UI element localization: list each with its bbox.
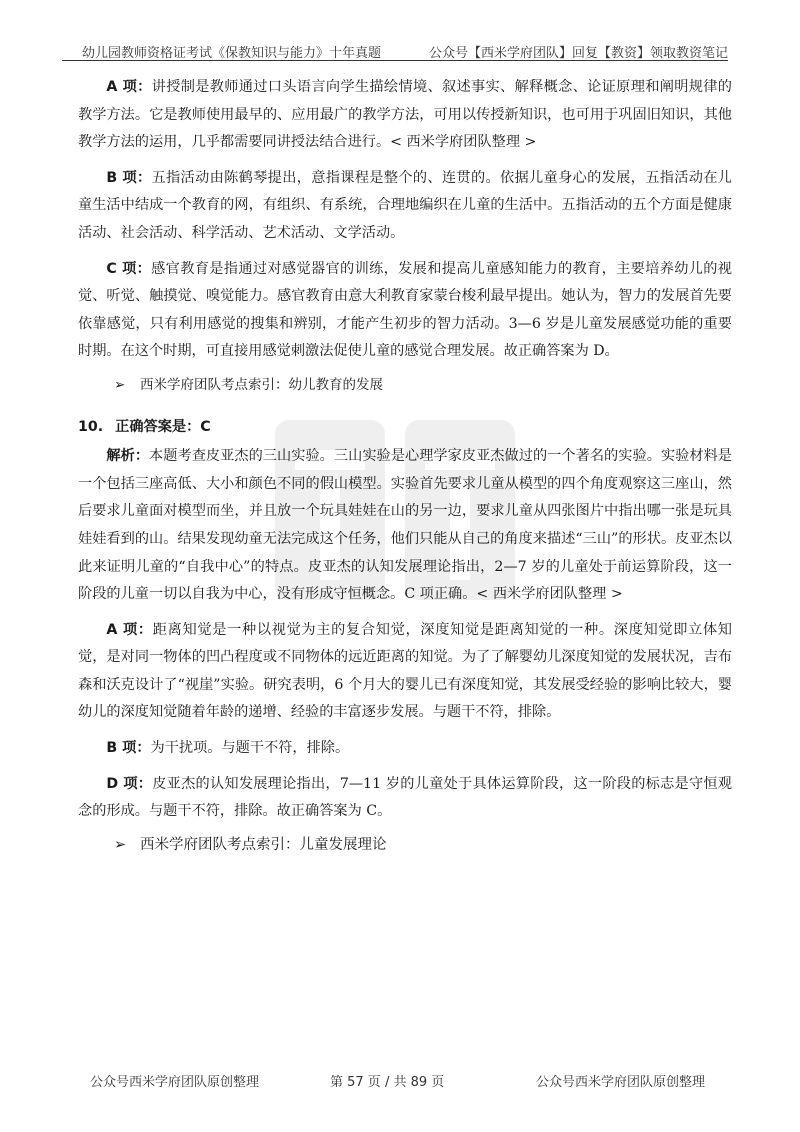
option-label: B 项： [106, 169, 152, 186]
footer-right: 公众号西米学府团队原创整理 [536, 1075, 706, 1090]
option-text: 讲授制是教师通过口头语言向学生描绘情境、叙述事实、解释概念、论证原理和阐明规律的教学方法。它是教师使用最早的、应用最广的教学方法，可用以传授新知识，也可用于巩固旧知识，其他教学方法的运用，几乎都需要同讲授法结合进行。< 西米学府团队整理 > [78, 79, 732, 151]
topic-index-text: 西米学府团队考点索引：幼儿教育的发展 [140, 376, 383, 393]
header-book-title: 幼儿园教师资格证考试《保教知识与能力》十年真题 [82, 46, 382, 61]
option-label: C 项： [106, 260, 152, 277]
q10-analysis [78, 443, 732, 609]
q9-option-a [78, 74, 732, 157]
page-header [62, 34, 728, 61]
correct-answer: 正确答案是：C [115, 418, 211, 435]
q9-topic-index [78, 372, 732, 400]
page-content [78, 74, 732, 873]
option-text: 五指活动由陈鹤琴提出，意指课程是整个的、连贯的。依据儿童身心的发展，五指活动在儿童生活中结成一个教育的网，有组织、有系统，合理地编织在儿童的生活中。五指活动的五个方面是健康活动、社会活动、科学活动、艺术活动、文学活动。 [78, 169, 732, 241]
q9-option-c [78, 256, 732, 366]
option-label: B 项： [106, 740, 151, 757]
option-label: A 项： [106, 621, 153, 638]
option-text: 感官教育是指通过对感觉器官的训练，发展和提高儿童感知能力的教育，主要培养幼儿的视觉、听觉、触摸觉、嗅觉能力。感官教育由意大利教育家蒙台梭利最早提出。她认为，智力的发展首先要依靠感觉，只有利用感觉的搜集和辨别，才能产生初步的智力活动。3—6 岁是儿童发展感觉功能的重要时期。在这个时期，可直接用感觉刺激法促使儿童的感觉合理发展。故正确答案为 D。 [78, 260, 732, 360]
question-number: 10. [78, 418, 104, 435]
option-text: 为干扰项。与题干不符，排除。 [150, 740, 350, 757]
header-promo: 公众号【西米学府团队】回复【教资】领取教资笔记 [428, 46, 728, 61]
footer-left: 公众号西米学府团队原创整理 [90, 1075, 260, 1090]
q10-option-a [78, 617, 732, 727]
q9-option-b [78, 165, 732, 248]
arrow-bullet-icon: ➢ [114, 836, 127, 853]
q10-topic-index [78, 832, 732, 860]
q10-answer-heading [78, 414, 732, 442]
analysis-text: 本题考查皮亚杰的三山实验。三山实验是心理学家皮亚杰做过的一个著名的实验。实验材料是一个包括三座高低、大小和颜色不同的假山模型。实验首先要求儿童从模型的四个角度观察这三座山，然后要求儿童面对模型而坐，并且放一个玩具娃娃在山的另一边，要求儿童从四张图片中指出哪一张是玩具娃娃看到的山。结果发现幼童无法完成这个任务，他们只能从自己的角度来描述“三山”的形状。皮亚杰以此来证明儿童的“自我中心”的特点。皮亚杰的认知发展理论指出，2—7 岁的儿童处于前运算阶段，这一阶段的儿童一切以自我为中心，没有形成守恒概念。C 项正确。< 西米学府团队整理 > [78, 448, 732, 603]
analysis-label: 解析： [106, 448, 150, 465]
option-text: 距离知觉是一种以视觉为主的复合知觉，深度知觉是距离知觉的一种。深度知觉即立体知觉，是对同一物体的凹凸程度或不同物体的远近距离的知觉。为了了解婴幼儿深度知觉的发展状况，吉布森和沃克设计了“视崖”实验。研究表明，6 个月大的婴儿已有深度知觉，其发展受经验的影响比较大，婴幼儿的深度知觉随着年龄的递增、经验的丰富逐步发展。与题干不符，排除。 [78, 621, 732, 721]
arrow-bullet-icon: ➢ [114, 376, 126, 393]
page-number: 第 57 页 / 共 89 页 [330, 1075, 445, 1090]
option-text: 皮亚杰的认知发展理论指出，7—11 岁的儿童处于具体运算阶段，这一阶段的标志是守恒观念的形成。与题干不符，排除。故正确答案为 C。 [78, 775, 732, 820]
topic-index-text: 西米学府团队考点索引：儿童发展理论 [140, 836, 387, 853]
q10-option-b [78, 735, 732, 763]
q10-option-d [78, 771, 732, 826]
option-label: A 项： [106, 79, 152, 95]
option-label: D 项： [106, 775, 153, 792]
